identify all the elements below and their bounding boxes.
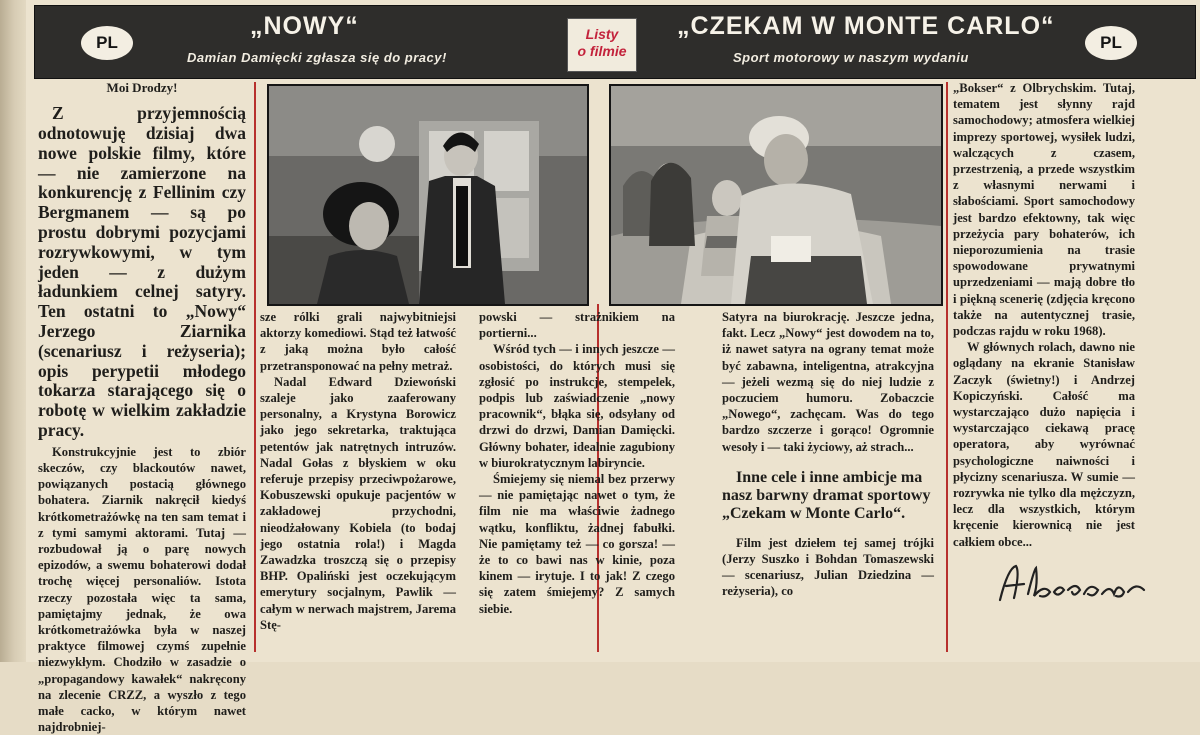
greeting: Moi Drodzy! [106,80,178,95]
section-badge [567,18,637,72]
paragraph: „Bokser“ z Olbrychskim. Tutaj, tematem jest słynny rajd samochodowy; atmosfera wielkiej imprezy sportowej, wysiłek ludzi, walczących z czasem, przestrzenią, a przede wszystkim z własnymi nerwami i słabościami. Sport samochodowy jest bardzo efektowny, tak więc przeżycia pary bohaterów, ich nieporozumienia na trasie spowodowane prywatnymi uprzedzeniami — mają dobre tło i piękną scenerię (zdjęcia kręcono także na autentycznej trasie, podczas rajdu w roku 1968). [953,81,1135,339]
paragraph: Nadal Edward Dziewoński szaleje jako zaaferowany personalny, a Krystyna Borowicz jako jego sekretarka, traktująca petentów jak natrętnych intruzów. Nadal Gołas z błyskiem w oku referuje przepisy przeciwpożarowe, Kobuszewski opukuje pacjentów w zakładowej przychodni, nieodżałowany Kobiela (to bodaj jego ostatnia rola!) i Magda Zawadzka troszczą się o przepisy BHP. Opaliński jest oczekującym emerytury socjalnym, Pawlik — całym w nerwach majstrem, Jarema Stę- [260,374,456,632]
paragraph: Konstrukcyjnie jest to zbiór skeczów, czy blackoutów nawet, powiązanych postacią głównego bohatera. Ziarnik nakręcił kiedyś krótkometrażówkę na ten sam temat i z tymi samymi aktorami. Tutaj — rozbudował ją o parę nowych epizodów, a swemu bohaterowi dodał trochę więcej personaliów. Istota rzeczy pozostała więc ta sama, pamiętajmy jednak, że owa krótkometrażówka była w naszej praktyce filmowej czymś zupełnie niezwykłym. Chodziło w zasadzie o „propagandowy kawałek“ nakręcony na zlecenie CRZZ, a wyszło z tego małe cacko, w którym nawet najdrobniej- [38,444,246,735]
signature-image [994,560,1154,610]
pl-badge-right: PL [1085,26,1137,60]
column-4 [722,309,934,600]
paragraph: W głównych rolach, dawno nie oglądany na ekranie Stanisław Zaczyk (świetny!) i Andrzej Kopiczyński. Całość ma wystarczająco dużo napięcia i wystarczająco ciekawą pracę operatora, aby wyrównać psychologiczne naiwności i płycizny scenariusza. W sumie — rozrywka nie tylko dla mężczyzn, lecz dla wszystkich, którym kręcenie kierownicą nie jest całkiem obce... [953,340,1135,549]
page-spine [0,0,26,662]
paragraph: sze rólki grali najwybitniejsi aktorzy komediowi. Stąd też łatwość z jaką można było całość przetransponować na pełny metraż. [260,310,456,373]
film-still-nowy [267,84,589,306]
section-badge-line1: Listy [585,26,619,42]
left-subtitle: Damian Damięcki zgłasza się do pracy! [187,50,447,65]
right-subtitle: Sport motorowy w naszym wydaniu [733,50,969,65]
column-5 [953,80,1135,550]
lead-paragraph: Z przyjemnością odnotowuję dzisiaj dwa nowe polskie filmy, które — nie zamierzone na konkurencję z Fellinim czy Bergmanem — są po prostu dobrymi pozycjami rozrywkowymi, w tym jeden — z dużym ładunkiem celnej satyry. Ten ostatni to „Nowy“ Jerzego Ziarnika (scenariusz i reżyseria); opis perypetii młodego tokarza starającego się o robotę w wielkim zakładzie pracy. [38,103,246,440]
column-rule [254,82,256,652]
film-still-czekam-image [611,86,941,304]
film-still-czekam-w-monte-carlo [609,84,943,306]
right-title: „CZEKAM W MONTE CARLO“ [677,12,1055,40]
paragraph: Film jest dziełem tej samej trójki (Jerzy Suszko i Bohdan Tomaszewski — scenariusz, Julian Dziedzina — reżyseria), co [722,535,934,599]
section-heading: Inne cele i inne ambicje ma nasz barwny dramat sportowy „Czekam w Monte Carlo“. [722,468,931,522]
header-banner [34,5,1196,79]
column-rule [946,82,948,652]
column-3 [479,309,675,617]
pl-badge-left: PL [81,26,133,60]
column-2 [260,309,456,633]
film-still-nowy-image [269,86,587,304]
column-1 [38,80,246,735]
paragraph: powski — strażnikiem na portierni... [479,310,675,341]
author-signature [994,560,1154,610]
paragraph: Wśród tych — i innych jeszcze — osobistości, do których musi się zgłosić po instrukcje, stempelek, podpis lub zaświadczenie „nowy pracownik“, błąka się, odsyłany od drzwi do drzwi, Damian Damięcki. Główny bohater, idealnie zagubiony w biurokratycznym labiryncie. [479,342,675,470]
left-title: „NOWY“ [250,12,359,40]
paragraph: Satyra na biurokrację. Jeszcze jedna, fakt. Lecz „Nowy“ jest dowodem na to, iż nawet satyra na ograny temat może być zabawna, inteligentna, atrakcyjna — jeżeli wezmą się do niej ludzie z poczuciem humoru. Zobaczcie „Nowego“, zachęcam. Was do tego bardzo szczerze i gorąco! Ogromnie wesoły i — taki życiowy, aż strach... [722,310,934,454]
section-badge-line2: o filmie [577,43,627,59]
paragraph: Śmiejemy się niemal bez przerwy — nie pamiętając nawet o tym, że film nie ma właściwie żadnego wątku, konfliktu, żadnej fabułki. Nie pamiętamy też — co gorsza! — że to co bawi nas w kinie, poza kinem — irytuje. I to jak! Z czego się zatem śmiejemy? Z samych siebie. [479,472,675,616]
